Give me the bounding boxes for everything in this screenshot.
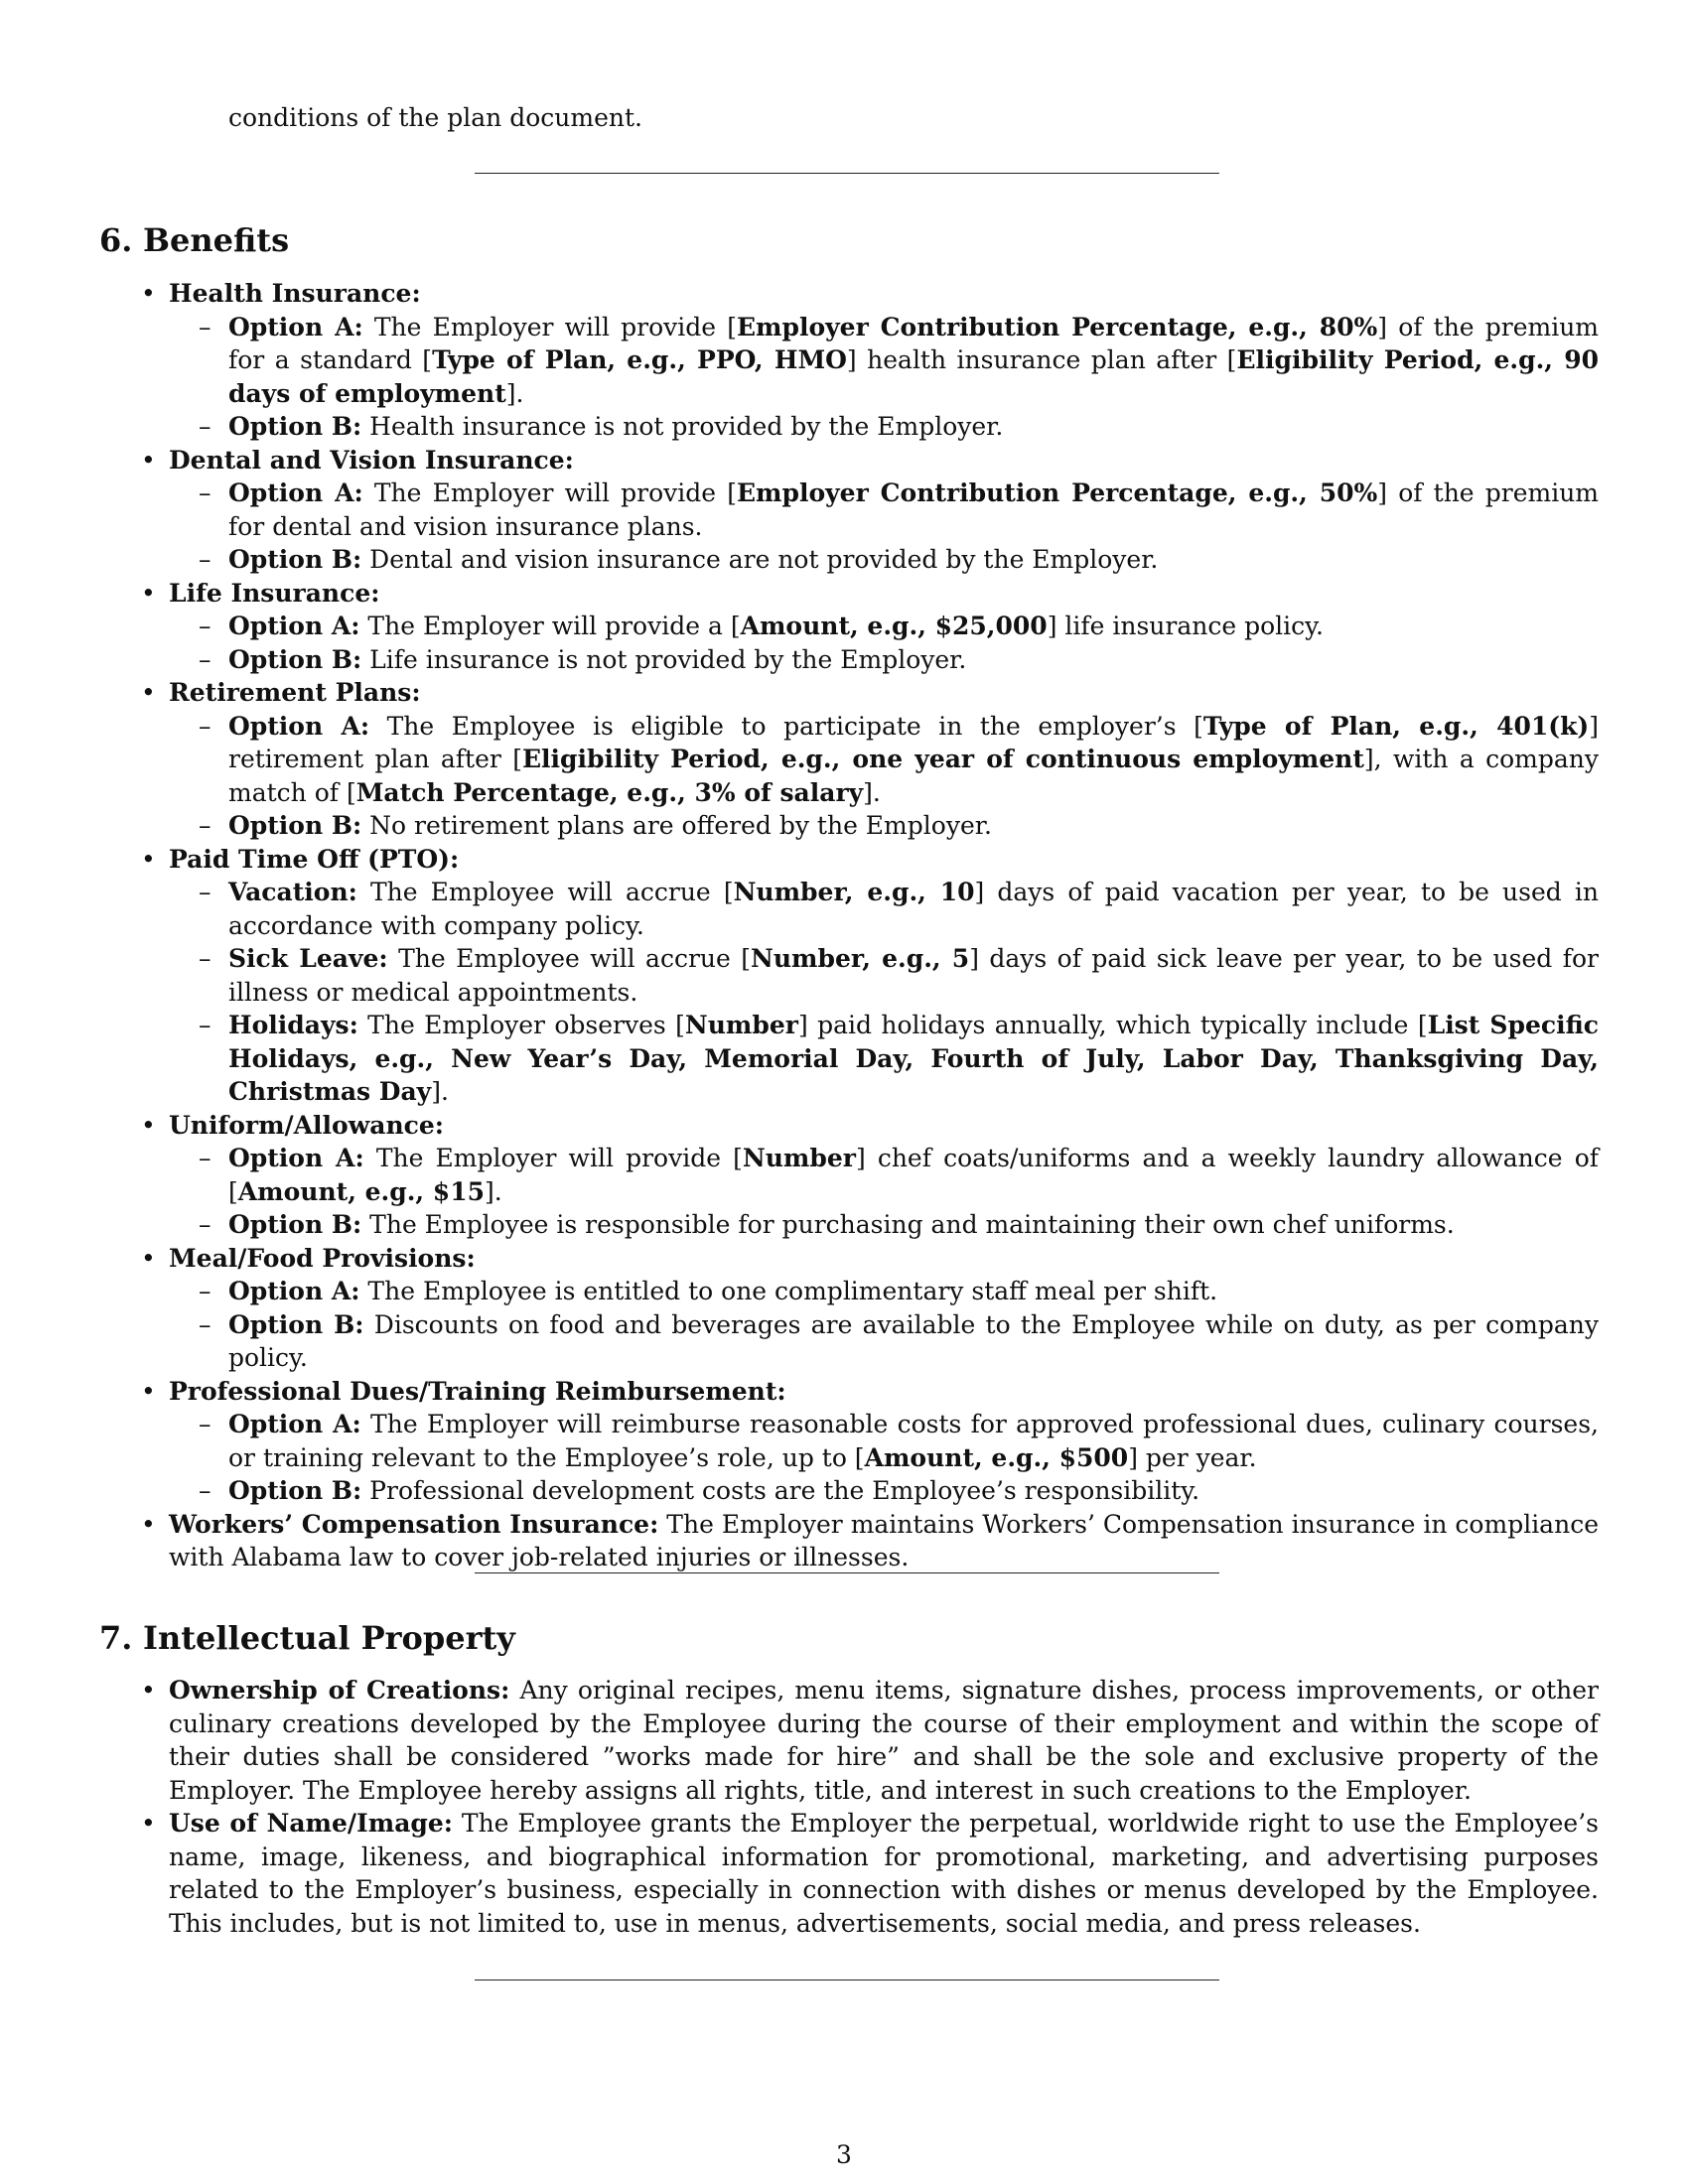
benefit-heading: Professional Dues/Training Reimbursement: (169, 1376, 786, 1406)
option-label: Option B: (228, 1476, 362, 1505)
placeholder-field: Employer Contribution Percentage, e.g., 80% (736, 312, 1378, 341)
placeholder-field: Number (684, 1011, 798, 1039)
pto-vacation (228, 876, 1599, 942)
benefit-health-insurance (169, 277, 1599, 444)
option-text: The Employee is eligible to participate in the employer’s [ (369, 711, 1203, 741)
option-a (228, 311, 1599, 411)
option-a (228, 1275, 1599, 1308)
option-text: The Employer will provide [ (362, 478, 737, 507)
option-label: Vacation: (228, 878, 357, 906)
benefit-heading: Workers’ Compensation Insurance: (169, 1509, 659, 1539)
option-text: Life insurance is not provided by the Employer. (361, 644, 967, 674)
option-text: The Employee will accrue [ (387, 944, 751, 973)
option-text: ] of the premium for a standard [ (228, 312, 1600, 374)
option-text: The Employee is responsible for purchasing and maintaining their own chef uniforms. (361, 1210, 1455, 1239)
placeholder-field: Number (742, 1144, 856, 1172)
option-text: Professional development costs are the Employee’s responsibility. (361, 1476, 1200, 1505)
option-label: Sick Leave: (228, 944, 388, 973)
placeholder-field: Eligibility Period, e.g., 90 days of employment (228, 345, 1600, 408)
benefit-dental-vision (169, 444, 1599, 577)
benefit-workers-compensation (169, 1508, 1599, 1574)
benefit-meal-provisions (169, 1242, 1599, 1375)
section-number: 6. (99, 221, 133, 259)
option-text: ]. (505, 378, 524, 408)
clause-heading: Ownership of Creations: (169, 1676, 510, 1705)
placeholder-field: Match Percentage, e.g., 3% of salary (355, 777, 864, 807)
placeholder-field: Amount, e.g., $25,000 (740, 612, 1048, 640)
option-label: Option B: (228, 1309, 364, 1339)
option-label: Holidays: (228, 1011, 358, 1039)
section-divider (475, 1572, 1219, 1573)
option-text: ], with a company match of [ (228, 745, 1599, 807)
option-label: Option B: (228, 412, 362, 441)
benefit-uniform-allowance (169, 1109, 1599, 1242)
section-divider (475, 1979, 1219, 1980)
section-heading-intellectual-property (99, 1618, 515, 1658)
option-label: Option B: (228, 811, 362, 840)
option-list (169, 710, 1599, 843)
benefit-heading: Meal/Food Provisions: (169, 1243, 476, 1273)
ip-ownership-of-creations (169, 1674, 1599, 1807)
option-label: Option B: (228, 1210, 362, 1239)
clause-text: The Employee grants the Employer the perpetual, worldwide right to use the Employee’s name, image, likeness, and biographical information for promotional, marketing, and advertising purposes related to the Employer’s business, especially in connection with dishes or menus developed by the Employee. This includes, but is not limited to, use in menus, advertisements, social media, and press releases. (169, 1809, 1599, 1938)
option-list (169, 1408, 1599, 1508)
option-text: The Employer will provide [ (363, 1144, 743, 1172)
option-a (228, 1142, 1599, 1208)
option-a (228, 477, 1599, 543)
option-label: Option A: (228, 1410, 361, 1438)
option-text: The Employer will provide [ (362, 312, 737, 341)
placeholder-field: Type of Plan, e.g., PPO, HMO (432, 345, 847, 374)
placeholder-field: Type of Plan, e.g., 401(k) (1202, 711, 1590, 741)
option-text: The Employee is entitled to one complimentary staff meal per shift. (359, 1277, 1218, 1305)
option-text: The Employer will provide a [ (359, 612, 741, 640)
option-list (169, 311, 1599, 444)
option-text: ] of the premium for dental and vision insurance plans. (228, 478, 1600, 541)
option-b (228, 643, 1599, 677)
option-label: Option B: (228, 644, 362, 674)
option-text: ] life insurance policy. (1047, 612, 1324, 640)
option-label: Option A: (228, 612, 360, 640)
option-b (228, 1308, 1599, 1375)
option-text: No retirement plans are offered by the Employer. (361, 811, 992, 840)
option-b (228, 410, 1599, 444)
option-text: ] days of paid vacation per year, to be used in accordance with company policy. (228, 878, 1599, 940)
section-divider (475, 173, 1219, 174)
option-label: Option A: (228, 711, 370, 741)
benefit-heading: Health Insurance: (169, 279, 421, 308)
option-a (228, 1408, 1599, 1474)
option-list (169, 876, 1599, 1109)
option-text: ]. (431, 1077, 449, 1106)
section-title: Intellectual Property (143, 1619, 515, 1657)
option-text: ] chef coats/uniforms and a weekly laundry allowance of [ (228, 1144, 1599, 1206)
option-text: Discounts on food and beverages are available to the Employee while on duty, as per company policy. (228, 1309, 1600, 1372)
benefits-list (169, 277, 1599, 1574)
option-list (169, 1275, 1599, 1375)
ip-use-of-name-image (169, 1807, 1599, 1940)
section-title: Benefits (143, 221, 290, 259)
benefit-heading: Retirement Plans: (169, 678, 421, 707)
placeholder-field: Number, e.g., 5 (751, 944, 970, 973)
option-b (228, 1474, 1599, 1508)
option-text: ] health insurance plan after [ (846, 345, 1237, 374)
benefit-heading: Dental and Vision Insurance: (169, 445, 574, 475)
option-b (228, 809, 1599, 843)
benefit-life-insurance (169, 577, 1599, 677)
intellectual-property-list (169, 1674, 1599, 1940)
option-label: Option A: (228, 478, 363, 507)
option-b (228, 1208, 1599, 1242)
option-text: ] retirement plan after [ (228, 711, 1599, 773)
placeholder-field: List Specific Holidays, e.g., New Year’s Day, Memorial Day, Fourth of July, Labor Day, Thanksgiving Day, Christmas Day (228, 1011, 1599, 1106)
placeholder-field: Amount, e.g., $15 (237, 1176, 485, 1206)
option-text: ] paid holidays annually, which typically include [ (797, 1011, 1428, 1039)
clause-heading: Use of Name/Image: (169, 1809, 454, 1838)
benefit-heading: Paid Time Off (PTO): (169, 844, 460, 874)
section-heading-benefits (99, 220, 289, 260)
option-text: Health insurance is not provided by the Employer. (361, 412, 1004, 441)
option-label: Option B: (228, 545, 362, 574)
option-label: Option A: (228, 1277, 360, 1305)
option-label: Option A: (228, 1144, 364, 1172)
option-text: ] days of paid sick leave per year, to be used for illness or medical appointments. (228, 944, 1599, 1007)
benefit-paid-time-off (169, 843, 1599, 1109)
option-text: ] per year. (1128, 1442, 1257, 1472)
option-text: Dental and vision insurance are not provided by the Employer. (361, 545, 1159, 574)
clause-text: Any original recipes, menu items, signature dishes, process improvements, or other culinary creations developed by the Employee during the course of their employment and within the scope of their duties shall be considered ”works made for hire” and shall be the sole and exclusive property of the Employer. The Employee hereby assigns all rights, title, and interest in such creations to the Employer. (169, 1676, 1599, 1805)
option-text: The Employee will accrue [ (356, 878, 734, 906)
page-number: 3 (836, 2140, 852, 2169)
option-text: ]. (484, 1176, 502, 1206)
option-text: The Employer will reimburse reasonable costs for approved professional dues, culinary courses, or training relevant to the Employee’s role, up to [ (228, 1410, 1600, 1472)
placeholder-field: Number, e.g., 10 (733, 878, 975, 906)
option-text: ]. (863, 777, 881, 807)
placeholder-field: Eligibility Period, e.g., one year of continuous employment (521, 745, 1364, 773)
option-list (169, 477, 1599, 577)
benefit-professional-dues (169, 1375, 1599, 1508)
benefit-heading: Life Insurance: (169, 578, 380, 608)
pto-sick-leave (228, 942, 1599, 1009)
benefit-heading: Uniform/Allowance: (169, 1110, 444, 1140)
option-a (228, 710, 1599, 810)
section-number: 7. (99, 1619, 133, 1657)
benefit-retirement-plans (169, 676, 1599, 843)
pto-holidays (228, 1009, 1599, 1109)
option-b (228, 543, 1599, 577)
option-label: Option A: (228, 312, 363, 341)
placeholder-field: Employer Contribution Percentage, e.g., 50% (736, 478, 1378, 507)
option-a (228, 610, 1599, 643)
option-list (169, 610, 1599, 676)
option-list (169, 1142, 1599, 1242)
benefit-text: The Employer maintains Workers’ Compensation insurance in compliance with Alabama law to cover job-related injuries or illnesses. (169, 1509, 1599, 1571)
option-text: The Employer observes [ (357, 1011, 685, 1039)
continued-text: conditions of the plan document. (228, 103, 642, 132)
placeholder-field: Amount, e.g., $500 (864, 1442, 1129, 1472)
